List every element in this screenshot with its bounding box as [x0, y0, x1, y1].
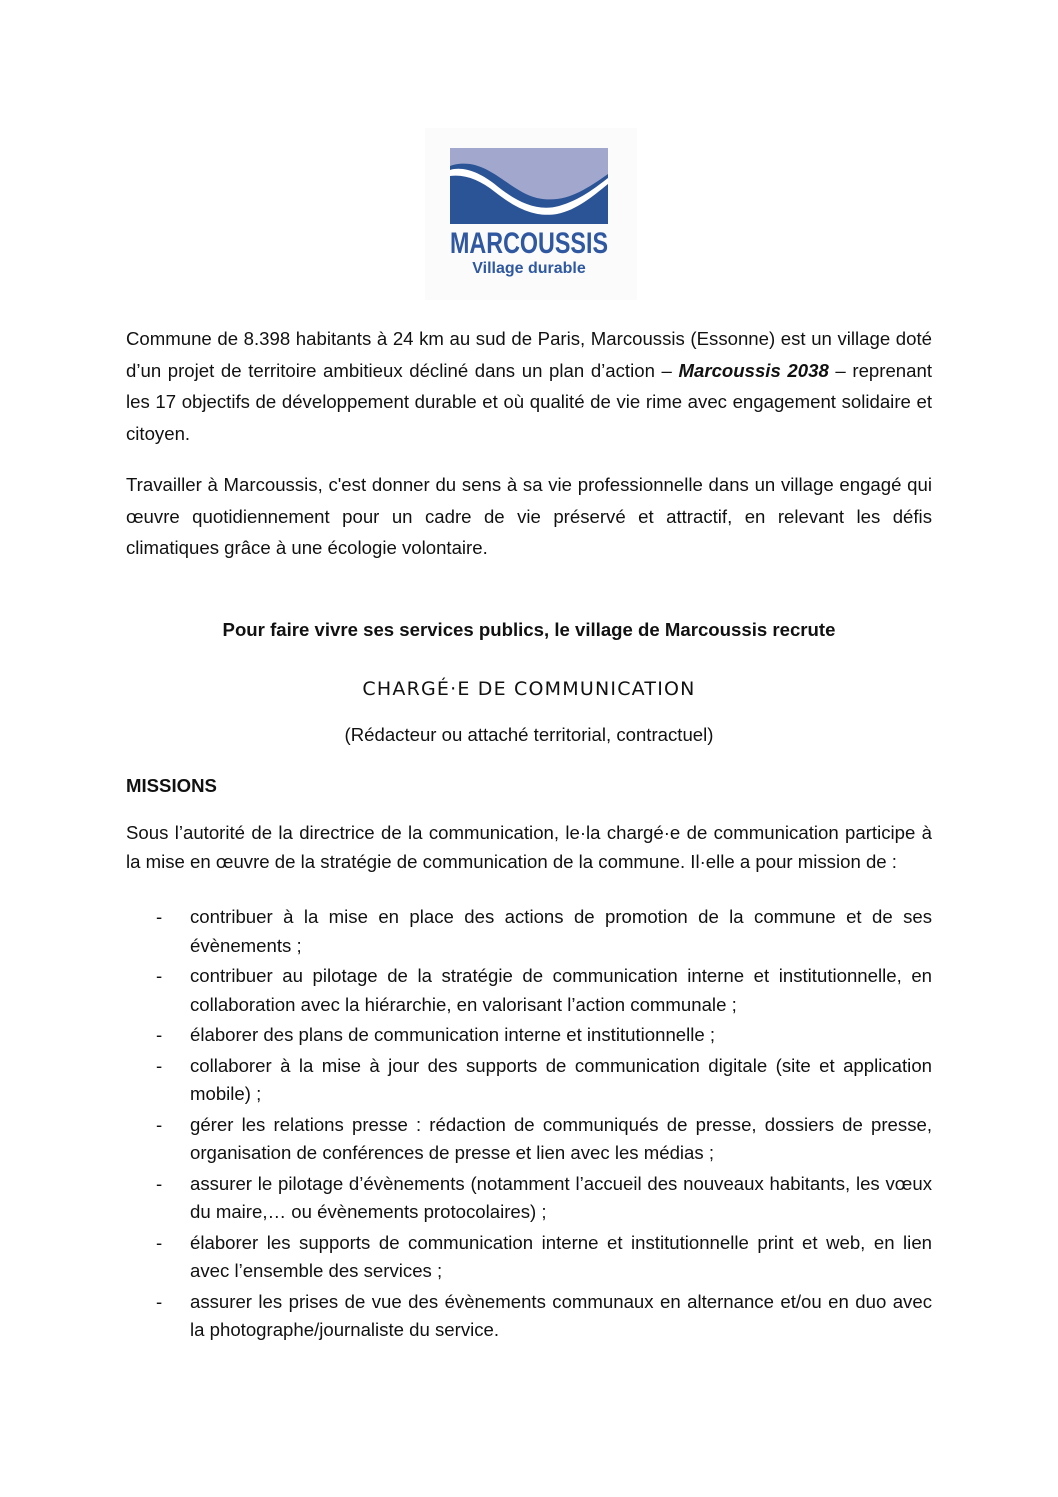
- work-paragraph: Travailler à Marcoussis, c'est donner du sens à sa vie professionnelle dans un village engagé qui œuvre quotidiennement pour un cadre de vie préservé et attractif, en relevant les défis climatiques grâce à une écologie volontaire.: [126, 474, 932, 558]
- list-item: [126, 1288, 932, 1345]
- intro-text-start: Commune de 8.398 habitants à 24 km au sud de Paris, Marcoussis (Essonne) est un village doté d’un projet de territoire ambitieux décliné dans un plan d’action –: [126, 328, 932, 381]
- mission-text: assurer le pilotage d’évènements (notamment l’accueil des nouveaux habitants, les vœux du maire,… ou évènements protocolaires) ;: [190, 1172, 932, 1222]
- recruitment-headline: Pour faire vivre ses services publics, le village de Marcoussis recrute: [222, 619, 836, 640]
- intro-paragraph: [126, 323, 932, 449]
- intro-text-end: – reprenant les 17 objectifs de développement durable et où qualité de vie rime avec engagement solidaire et citoyen.: [126, 359, 932, 444]
- list-item: [126, 1229, 932, 1286]
- list-item: [126, 1021, 932, 1050]
- mission-text: élaborer des plans de communication interne et institutionnelle ;: [190, 1024, 716, 1045]
- mission-text: gérer les relations presse : rédaction de communiqués de presse, dossiers de presse, organisation de conférences de presse et lien avec les médias ;: [190, 1113, 932, 1163]
- mission-text: collaborer à la mise à jour des supports de communication digitale (site et application mobile) ;: [190, 1054, 932, 1104]
- mission-text: contribuer au pilotage de la stratégie de communication interne et institutionnelle, en collaboration avec la hiérarchie, en valorisant l’action communale ;: [190, 965, 932, 1015]
- bullet-dash: -: [156, 906, 163, 927]
- logo-graphic: [425, 128, 637, 300]
- missions-list: [126, 903, 932, 1347]
- bullet-dash: -: [156, 965, 163, 986]
- job-title: CHARGÉ·E DE COMMUNICATION: [362, 678, 696, 700]
- list-item: [126, 1052, 932, 1109]
- mission-text: assurer les prises de vue des évènements communaux en alternance et/ou en duo avec la photographe/journaliste du service.: [190, 1290, 932, 1340]
- mission-text: contribuer à la mise en place des actions de promotion de la commune et de ses évènements ;: [190, 906, 932, 956]
- plan-name-emphasis: Marcoussis 2038: [678, 359, 829, 381]
- missions-heading: MISSIONS: [126, 775, 217, 796]
- bullet-dash: -: [156, 1172, 163, 1194]
- bullet-dash: -: [156, 1290, 163, 1312]
- list-item: [126, 1111, 932, 1168]
- marcoussis-logo: [425, 128, 637, 300]
- list-item: [126, 1170, 932, 1227]
- job-subtitle: (Rédacteur ou attaché territorial, contractuel): [344, 724, 714, 745]
- list-item: [126, 903, 932, 960]
- bullet-dash: -: [156, 1024, 163, 1045]
- mission-text: élaborer les supports de communication interne et institutionnelle print et web, en lien avec l’ensemble des services ;: [190, 1231, 932, 1281]
- logo-wordmark: MARCOUSSIS: [450, 227, 608, 260]
- bullet-dash: -: [156, 1113, 163, 1135]
- bullet-dash: -: [156, 1054, 163, 1076]
- logo-tagline: Village durable: [472, 260, 586, 277]
- list-item: [126, 962, 932, 1019]
- missions-intro: Sous l’autorité de la directrice de la communication, le·la chargé·e de communication participe à la mise en œuvre de la stratégie de communication de la commune. Il·elle a pour mission de :: [126, 822, 932, 872]
- bullet-dash: -: [156, 1231, 163, 1253]
